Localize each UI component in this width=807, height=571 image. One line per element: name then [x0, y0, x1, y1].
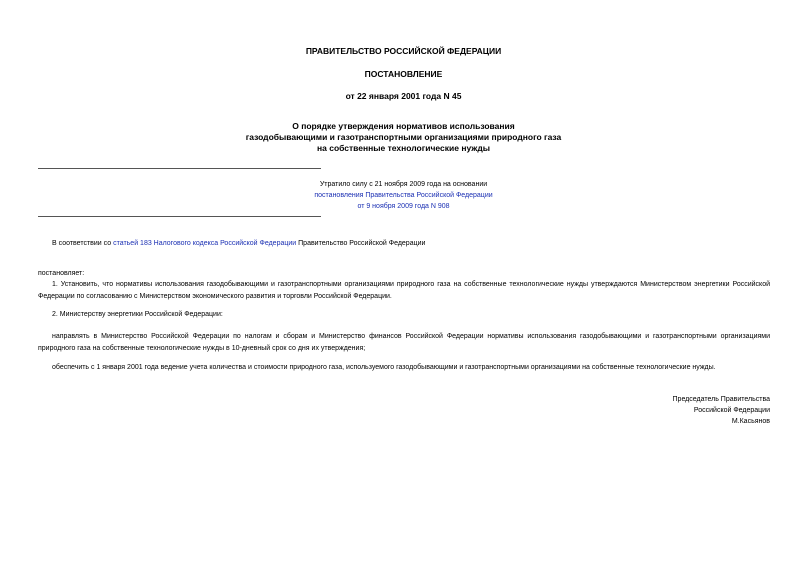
title-line: на собственные технологические нужды: [317, 143, 490, 153]
paragraph-1: 1. Установить, что нормативы использования газодобывающими и газотранспортными организациями природного газа на собственные технологические нужды утверждаются Министерством энергетики Российской Федерации по согласованию с Министерством экономического развития и торговли Российской Федерации.: [38, 281, 770, 300]
document-title: [0, 121, 807, 154]
divider-top: [38, 168, 321, 169]
signature-organization: Российской Федерации: [693, 407, 770, 414]
resolves-text: постановляет:: [38, 270, 85, 277]
title-line: О порядке утверждения нормативов использования: [292, 121, 515, 131]
signature-position: Председатель Правительства: [672, 396, 770, 403]
issuing-authority: ПРАВИТЕЛЬСТВО РОССИЙСКОЙ ФЕДЕРАЦИИ: [305, 46, 502, 56]
divider-bottom: [38, 216, 321, 217]
document-date: от 22 января 2001 года N 45: [345, 91, 462, 101]
paragraph-2a: направлять в Министерство Российской Федерации по налогам и сборам и Министерство финансов Российской Федерации нормативы использования газодобывающими и газотранспортными организациями природного газа на собственные технологические нужды в 10-дневный срок со дня их утверждения;: [38, 333, 770, 352]
status-link-date[interactable]: от 9 ноября 2009 года N 908: [357, 203, 450, 210]
signature-name: М.Касьянов: [731, 418, 770, 425]
tax-code-link[interactable]: статьей 183 Налогового кодекса Российской Федерации: [113, 240, 297, 247]
title-line: газодобывающими и газотранспортными организациями природного газа: [245, 132, 562, 142]
signature-block: [560, 394, 770, 427]
status-note: [0, 179, 807, 212]
preamble-text: В соответствии со: [52, 240, 114, 247]
paragraph-2b: обеспечить с 1 января 2001 года ведение учета количества и стоимости природного газа, используемого газодобывающими и газотранспортными организациями на собственные технологические нужды.: [52, 364, 716, 371]
paragraph-2: 2. Министерству энергетики Российской Федерации:: [52, 311, 223, 318]
status-link-decree[interactable]: постановления Правительства Российской Федерации: [314, 192, 493, 199]
document-type: ПОСТАНОВЛЕНИЕ: [364, 69, 443, 79]
preamble-text-end: Правительство Российской Федерации: [296, 240, 426, 247]
status-text: Утратило силу с 21 ноября 2009 года на основании: [319, 181, 488, 188]
preamble: [38, 238, 770, 250]
